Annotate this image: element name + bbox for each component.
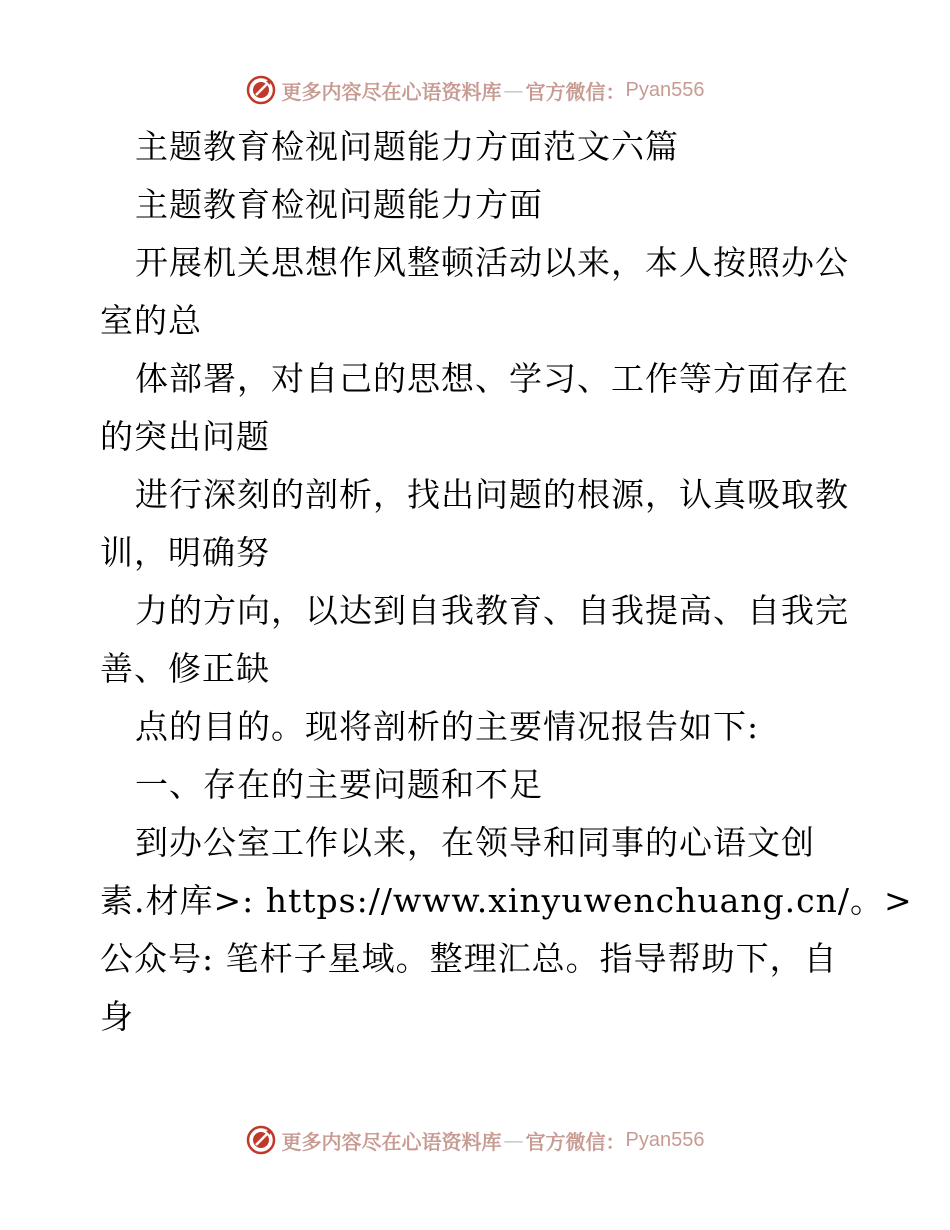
wechat-label: 官方微信： [525, 79, 626, 104]
wechat-id: Pyan556 [625, 1128, 705, 1151]
watermark-text: 更多内容尽在心语资料库 [281, 79, 502, 104]
paragraph-line: 开展机关思想作风整顿活动以来，本人按照办公 [135, 243, 849, 282]
paragraph-line: 素.材库>: https://www.xinyuwenchuang.cn/。> [100, 881, 913, 920]
paragraph-line: 点的目的。现将剖析的主要情况报告如下: [135, 707, 760, 746]
paragraph-line: 进行深刻的剖析，找出问题的根源，认真吸取教 [135, 475, 849, 514]
watermark-separator: — [503, 78, 524, 102]
watermark-text: 更多内容尽在心语资料库 [281, 1129, 502, 1154]
document-body [100, 118, 913, 1046]
wechat-id: Pyan556 [625, 78, 705, 101]
paragraph-line: 体部署，对自己的思想、学习、工作等方面存在 [135, 359, 849, 398]
watermark-separator: — [503, 1128, 524, 1152]
paragraph-line: 到办公室工作以来，在领导和同事的心语文创 [135, 823, 815, 862]
paragraph-line: 力的方向，以达到自我教育、自我提高、自我完 [135, 591, 849, 630]
brand-logo-icon [246, 1125, 276, 1155]
brand-logo-icon [246, 75, 276, 105]
paragraph-line: 善、修正缺 [100, 649, 270, 688]
paragraph-line: 身 [100, 997, 134, 1036]
paragraph-line: 训，明确努 [100, 533, 270, 572]
footer-watermark [0, 1120, 950, 1160]
paragraph-line: 的突出问题 [100, 417, 270, 456]
section-heading: 一、存在的主要问题和不足 [135, 765, 543, 804]
paragraph-line: 室的总 [100, 301, 202, 340]
header-watermark [0, 70, 950, 110]
document-subtitle: 主题教育检视问题能力方面 [135, 185, 543, 224]
paragraph-line: 公众号: 笔杆子星域。整理汇总。指导帮助下，自 [100, 939, 838, 978]
document-title: 主题教育检视问题能力方面范文六篇 [135, 127, 679, 166]
wechat-label: 官方微信： [525, 1129, 626, 1154]
